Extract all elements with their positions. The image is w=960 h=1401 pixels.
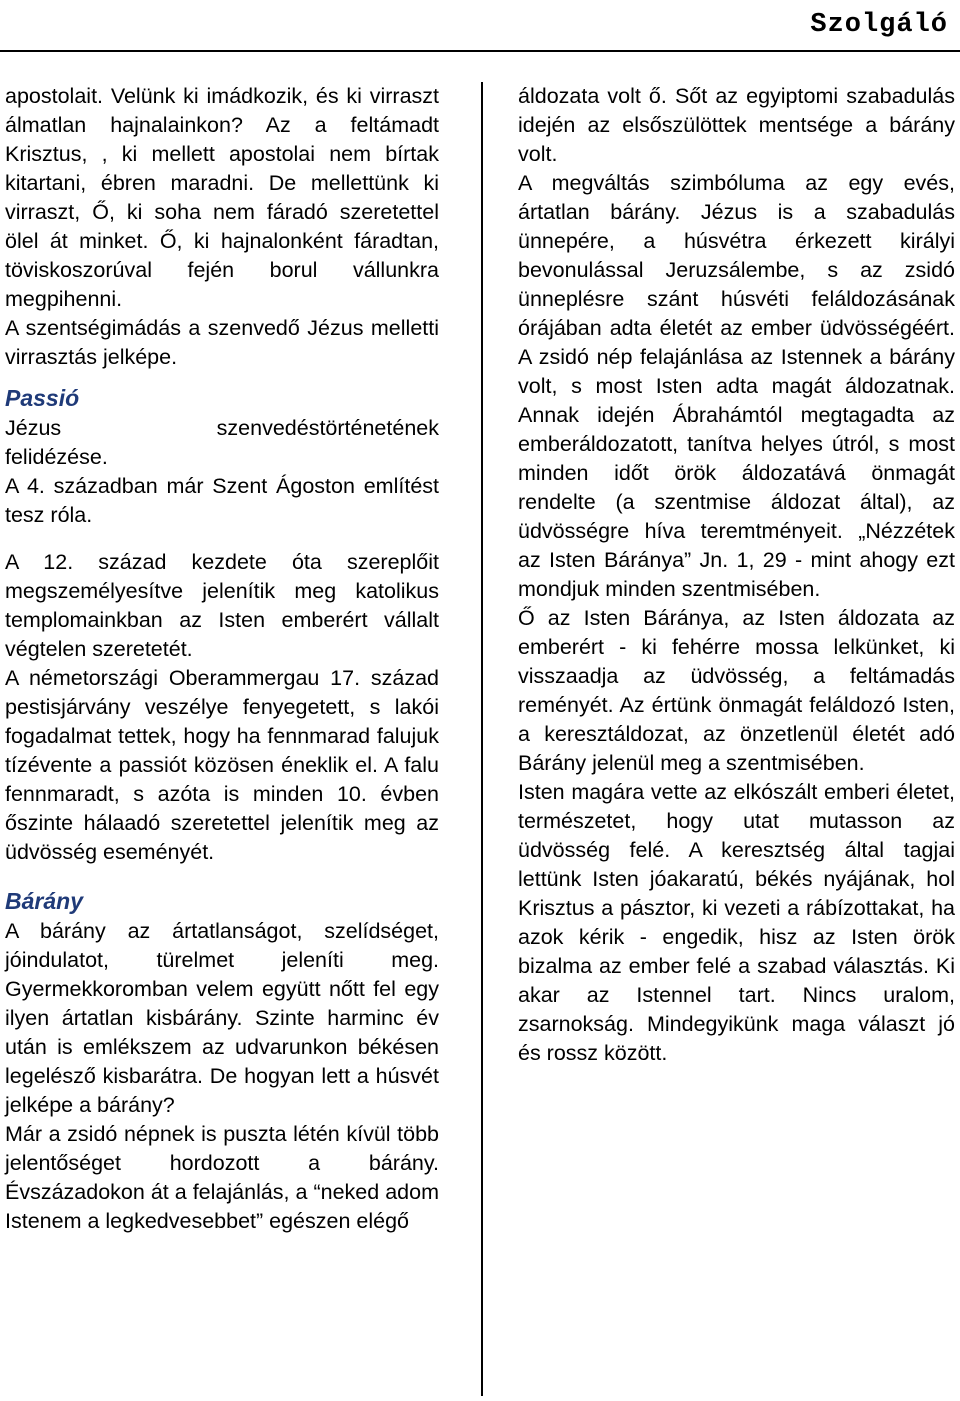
heading-barany: Bárány: [5, 888, 83, 914]
heading-passio: Passió: [5, 385, 80, 411]
paragraph-passio-line2: felidézése.: [5, 445, 108, 469]
paragraph-vigil: apostolait. Velünk ki imádkozik, és ki virraszt álmatlan hajnalainkon? Az a feltámadt Krisztus, , ki mellett apostolai nem bírtak kitartani, ébren maradni. De mellettünk ki virraszt, Ő, ki soha nem fáradó szeretettel ölel át minket. Ő, ki hajnalonként fáradtan, töviskoszorúval fején borul vállunkra megpihenni.: [5, 84, 439, 311]
paragraph-lamb-of-god: Ő az Isten Báránya, az Isten áldozata az emberért - ki fehérre mossa lelkünket, ki visszaadja az üdvösség, a feltámadás reményét. Az értünk önmagát feláldozó Isten, a keresztáldozat, az önzetlenül életét adó Bárány jelenül meg a szentmisében.: [518, 606, 955, 775]
paragraph-redemption: A megváltás szimbóluma az egy evés, ártatlan bárány. Jézus is a szabadulás ünnepére, a húsvétra érkezett királyi bevonulással Jeruzsálembe, s az zsidó ünneplésre szánt húsvéti feláldozásának órájában adta életét az ember üdvösségéért. A zsidó nép felajánlása az Istennek a bárány volt, s most Isten adta magát áldozatnak. Annak idején Ábrahámtól megtagadta az emberáldozatott, tanítva helyes útról, s most minden időt örök áldozatává önmagát rendelte (a szentmise áldozat által), az üdvösségre híva teremtményeit. „Nézzétek az Isten Báránya” Jn. 1, 29 - mint ahogy ezt mondjuk minden szentmisében.: [518, 171, 955, 601]
paragraph-oberammergau: A németországi Oberammergau 17. század pestisjárvány veszélye fenyegetett, s lakói fogadalmat tettek, hogy ha fennmarad falujuk tízévente a passiót közösen éneklik el. A falu fennmaradt, s azóta is minden 10. évben őszinte hálaadó szeretettel jelenítik meg az üdvösség eseményét.: [5, 666, 439, 864]
paragraph-lamb-innocence: A bárány az ártatlanságot, szelídséget, jóindulatot, türelmet jeleníti meg. Gyermekkoromban velem együtt nőtt fel egy ilyen ártatlan kisbárány. Szinte harminc év után is emlékszem az udvarunkon békésen legelésző kisbarátra. De hogyan lett a húsvét jelképe a bárány?: [5, 919, 439, 1117]
running-header-title: Szolgáló: [810, 10, 948, 40]
left-column: [5, 82, 439, 1236]
right-column: [518, 82, 955, 1068]
column-divider: [481, 82, 483, 1396]
paragraph-adoration: A szentségimádás a szenvedő Jézus melletti virrasztás jelképe.: [5, 316, 439, 369]
paragraph-sacrifice: áldozata volt ő. Sőt az egyiptomi szabadulás idején az elsőszülöttek mentsége a bárány volt.: [518, 84, 955, 166]
paragraph-flock: Isten magára vette az elkószált emberi életet, természetet, hogy utat mutasson az üdvösség felé. A keresztség által tagjai lettünk Isten jóakaratú, békés nyájának, hol Krisztus a pásztor, ki vezeti a rábízottakat, ha azok kérik - engedik, hisz az Isten örök bizalma az ember felé a szabad választás. Ki akar az Istennel tart. Nincs uralom, zsarnokság. Mindegyikünk maga választ jó és rossz között.: [518, 780, 955, 1065]
paragraph-augustine: A 4. században már Szent Ágoston említést tesz róla.: [5, 474, 439, 527]
header-rule: [0, 50, 960, 52]
paragraph-12th-century: A 12. század kezdete óta szereplőit megszemélyesítve jelenítik meg katolikus templomainkban az Isten emberért vállalt végtelen szeretetét.: [5, 550, 439, 661]
paragraph-passio-line1: Jézus szenvedéstörténetének: [5, 416, 439, 440]
paragraph-lamb-jewish: Már a zsidó népnek is puszta létén kívül több jelentőséget hordozott a bárány. Évszázadokon át a felajánlás, a “neked adom Istenem a legkedvesebbet” egészen elégő: [5, 1122, 439, 1233]
